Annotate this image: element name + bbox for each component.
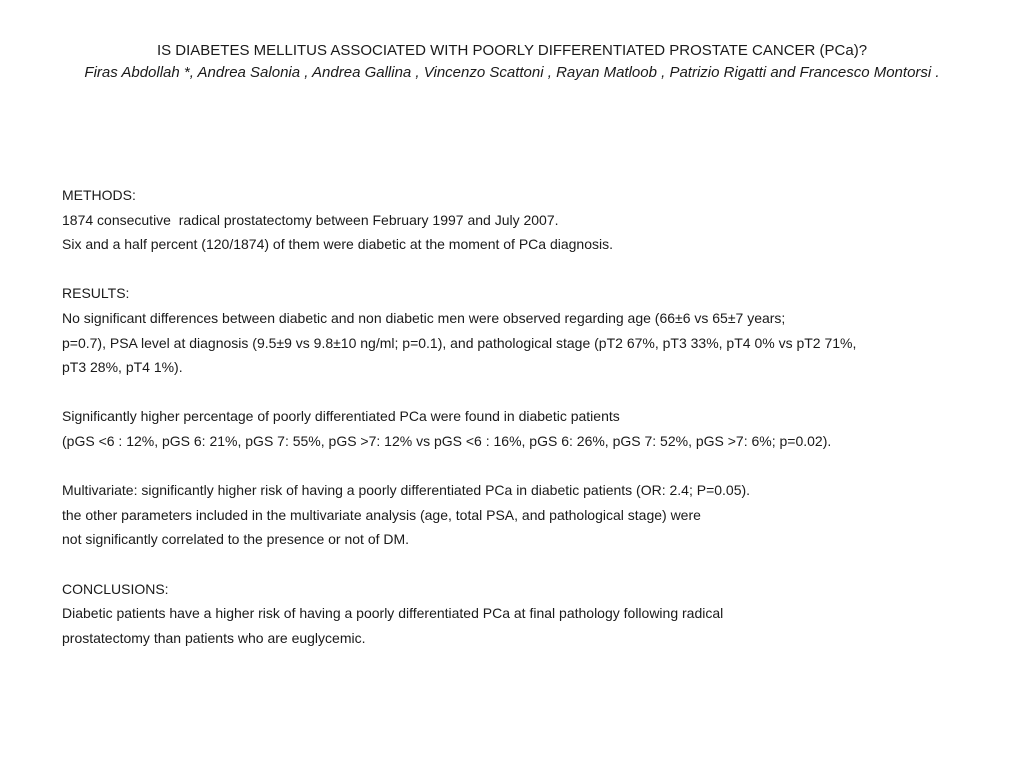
abstract-body <box>62 183 982 650</box>
methods-heading: METHODS: <box>62 187 136 203</box>
spacer <box>62 380 982 405</box>
results-line: p=0.7), PSA level at diagnosis (9.5±9 vs 9.8±10 ng/ml; p=0.1), and pathological stage (pT2 67%, pT3 33%, pT4 0% vs pT2 71%, <box>62 334 857 351</box>
results-section <box>62 281 982 552</box>
results-line: No significant differences between diabetic and non diabetic men were observed regarding age (66±6 vs 65±7 years; <box>62 309 786 326</box>
slide-header <box>40 40 984 84</box>
author-list: Firas Abdollah *, Andrea Salonia , Andrea Gallina , Vincenzo Scattoni , Rayan Matloob , Patrizio Rigatti and Francesco Montorsi . <box>84 64 940 81</box>
results-line: pT3 28%, pT4 1%). <box>62 359 183 376</box>
results-heading: RESULTS: <box>62 285 130 302</box>
conclusions-section <box>62 577 982 651</box>
results-line: (pGS <6 : 12%, pGS 6: 21%, pGS 7: 55%, pGS >7: 12% vs pGS <6 : 16%, pGS 6: 26%, pGS 7: 52%, pGS >7: 6%; p=0.02). <box>62 432 832 449</box>
conclusions-heading: CONCLUSIONS: <box>62 580 169 597</box>
spacer <box>62 454 982 479</box>
methods-line: 1874 consecutive radical prostatectomy between February 1997 and July 2007. <box>62 211 559 228</box>
spacer <box>62 257 982 282</box>
results-line: Significantly higher percentage of poorly differentiated PCa were found in diabetic patients <box>62 408 620 425</box>
conclusions-line: Diabetic patients have a higher risk of having a poorly differentiated PCa at final pathology following radical <box>62 605 724 622</box>
methods-section <box>62 183 982 257</box>
results-line: Multivariate: significantly higher risk of having a poorly differentiated PCa in diabetic patients (OR: 2.4; P=0.05). <box>62 482 751 499</box>
methods-line: Six and a half percent (120/1874) of them were diabetic at the moment of PCa diagnosis. <box>62 236 613 253</box>
conclusions-line: prostatectomy than patients who are euglycemic. <box>62 629 366 646</box>
slide-title: IS DIABETES MELLITUS ASSOCIATED WITH POORLY DIFFERENTIATED PROSTATE CANCER (PCa)? <box>156 42 868 59</box>
results-line: the other parameters included in the multivariate analysis (age, total PSA, and pathological stage) were <box>62 506 701 523</box>
spacer <box>62 552 982 577</box>
results-line: not significantly correlated to the presence or not of DM. <box>62 531 410 548</box>
